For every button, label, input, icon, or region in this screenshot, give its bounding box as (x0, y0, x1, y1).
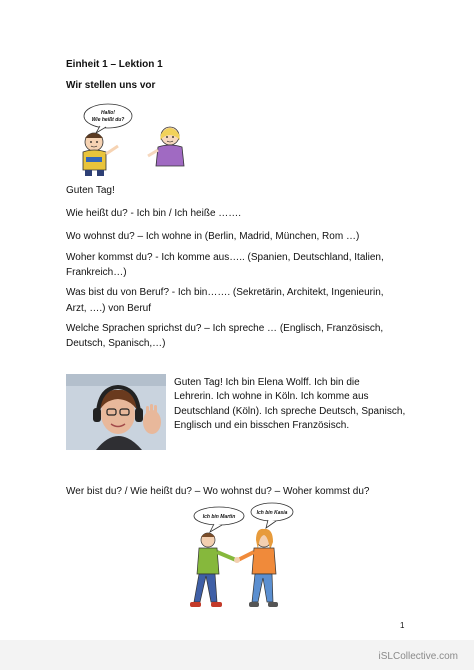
unit-title: Einheit 1 – Lektion 1 (66, 59, 163, 70)
lesson-title: Wir stellen uns vor (66, 80, 156, 91)
text-line-name: Wie heißt du? - Ich bin / Ich heiße ……. (66, 208, 242, 219)
text-line-greeting: Guten Tag! (66, 185, 115, 196)
greeting-children-illustration (66, 100, 196, 178)
text-line-residence: Wo wohnst du? – Ich wohne in (Berlin, Madrid, München, Rom …) (66, 231, 360, 242)
text-line-job: Was bist du von Beruf? - Ich bin……. (Sekretärin, Architekt, Ingenieurin, (66, 287, 384, 298)
teacher-introduction (174, 376, 424, 434)
bubble-text-hallo: Hallo! (101, 110, 115, 116)
intro-line: Englisch und ein bisschen Französisch. (174, 420, 350, 432)
footer-brand[interactable]: iSLCollective.com (378, 651, 458, 662)
text-line-job-cont: Arzt, ….) von Beruf (66, 303, 152, 314)
text-line-languages-cont: Deutsch, Spanisch,…) (66, 338, 166, 349)
bubble-text-question: Wie heißt du? (91, 117, 125, 123)
text-line-origin: Woher kommst du? - Ich komme aus….. (Spanien, Deutschland, Italien, (66, 252, 384, 263)
intro-line: Guten Tag! Ich bin Elena Wolff. Ich bin die (174, 377, 360, 388)
teacher-photo (66, 374, 166, 450)
text-line-origin-cont: Frankreich…) (66, 267, 127, 278)
bubble-text-martin: Ich bin Martin (202, 514, 236, 520)
page-number: 1 (400, 621, 405, 630)
text-line-languages: Welche Sprachen sprichst du? – Ich spreche … (Englisch, Französisch, (66, 323, 384, 334)
intro-line: Lehrerin. Ich wohne in Köln. Ich komme aus (174, 391, 369, 403)
intro-line: Deutschland (Köln). Ich spreche Deutsch, Spanisch, (174, 405, 406, 417)
questions-line: Wer bist du? / Wie heißt du? – Wo wohnst du? – Woher kommst du? (66, 486, 370, 497)
bubble-text-kasia: Ich bin Kasia (256, 510, 288, 516)
handshake-illustration (170, 500, 310, 612)
